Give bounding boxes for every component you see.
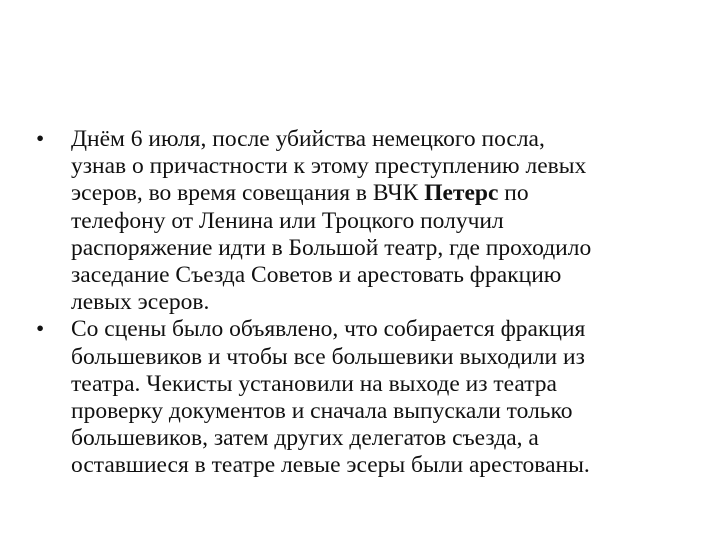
text-line: узнав о причастности к этому преступлению левых <box>71 153 587 180</box>
text-line: оставшиеся в театре левые эсеры были арестованы. <box>71 452 590 479</box>
text-line: театра. Чекисты установили на выходе из театра <box>71 370 557 397</box>
bullet-list <box>36 126 686 480</box>
emphasized-name: Петерс <box>424 180 499 207</box>
text-line: большевиков, затем других делегатов съезда, а <box>71 425 539 452</box>
text-line: проверку документов и сначала выпускали только <box>71 398 573 425</box>
text-line: телефону от Ленина или Троцкого получил <box>71 207 504 234</box>
text-segment: эсеров, во время совещания в ВЧК <box>71 180 425 207</box>
bullet-item-2 <box>36 316 686 479</box>
bullet-point: • <box>36 126 45 152</box>
bullet-point: • <box>36 316 45 343</box>
text-line-with-emphasis <box>71 180 686 207</box>
text-line: большевиков и чтобы все большевики выходили из <box>71 343 585 370</box>
text-line: распоряжение идти в Большой театр, где проходило <box>71 234 592 261</box>
text-line: Днём 6 июля, после убийства немецкого посла, <box>71 126 545 152</box>
text-line: Со сцены было объявлено, что собирается фракция <box>71 316 586 343</box>
text-segment: по <box>498 180 529 207</box>
text-line: левых эсеров. <box>71 289 210 316</box>
bullet-item-1 <box>36 126 686 316</box>
text-line: заседание Съезда Советов и арестовать фракцию <box>71 262 562 289</box>
